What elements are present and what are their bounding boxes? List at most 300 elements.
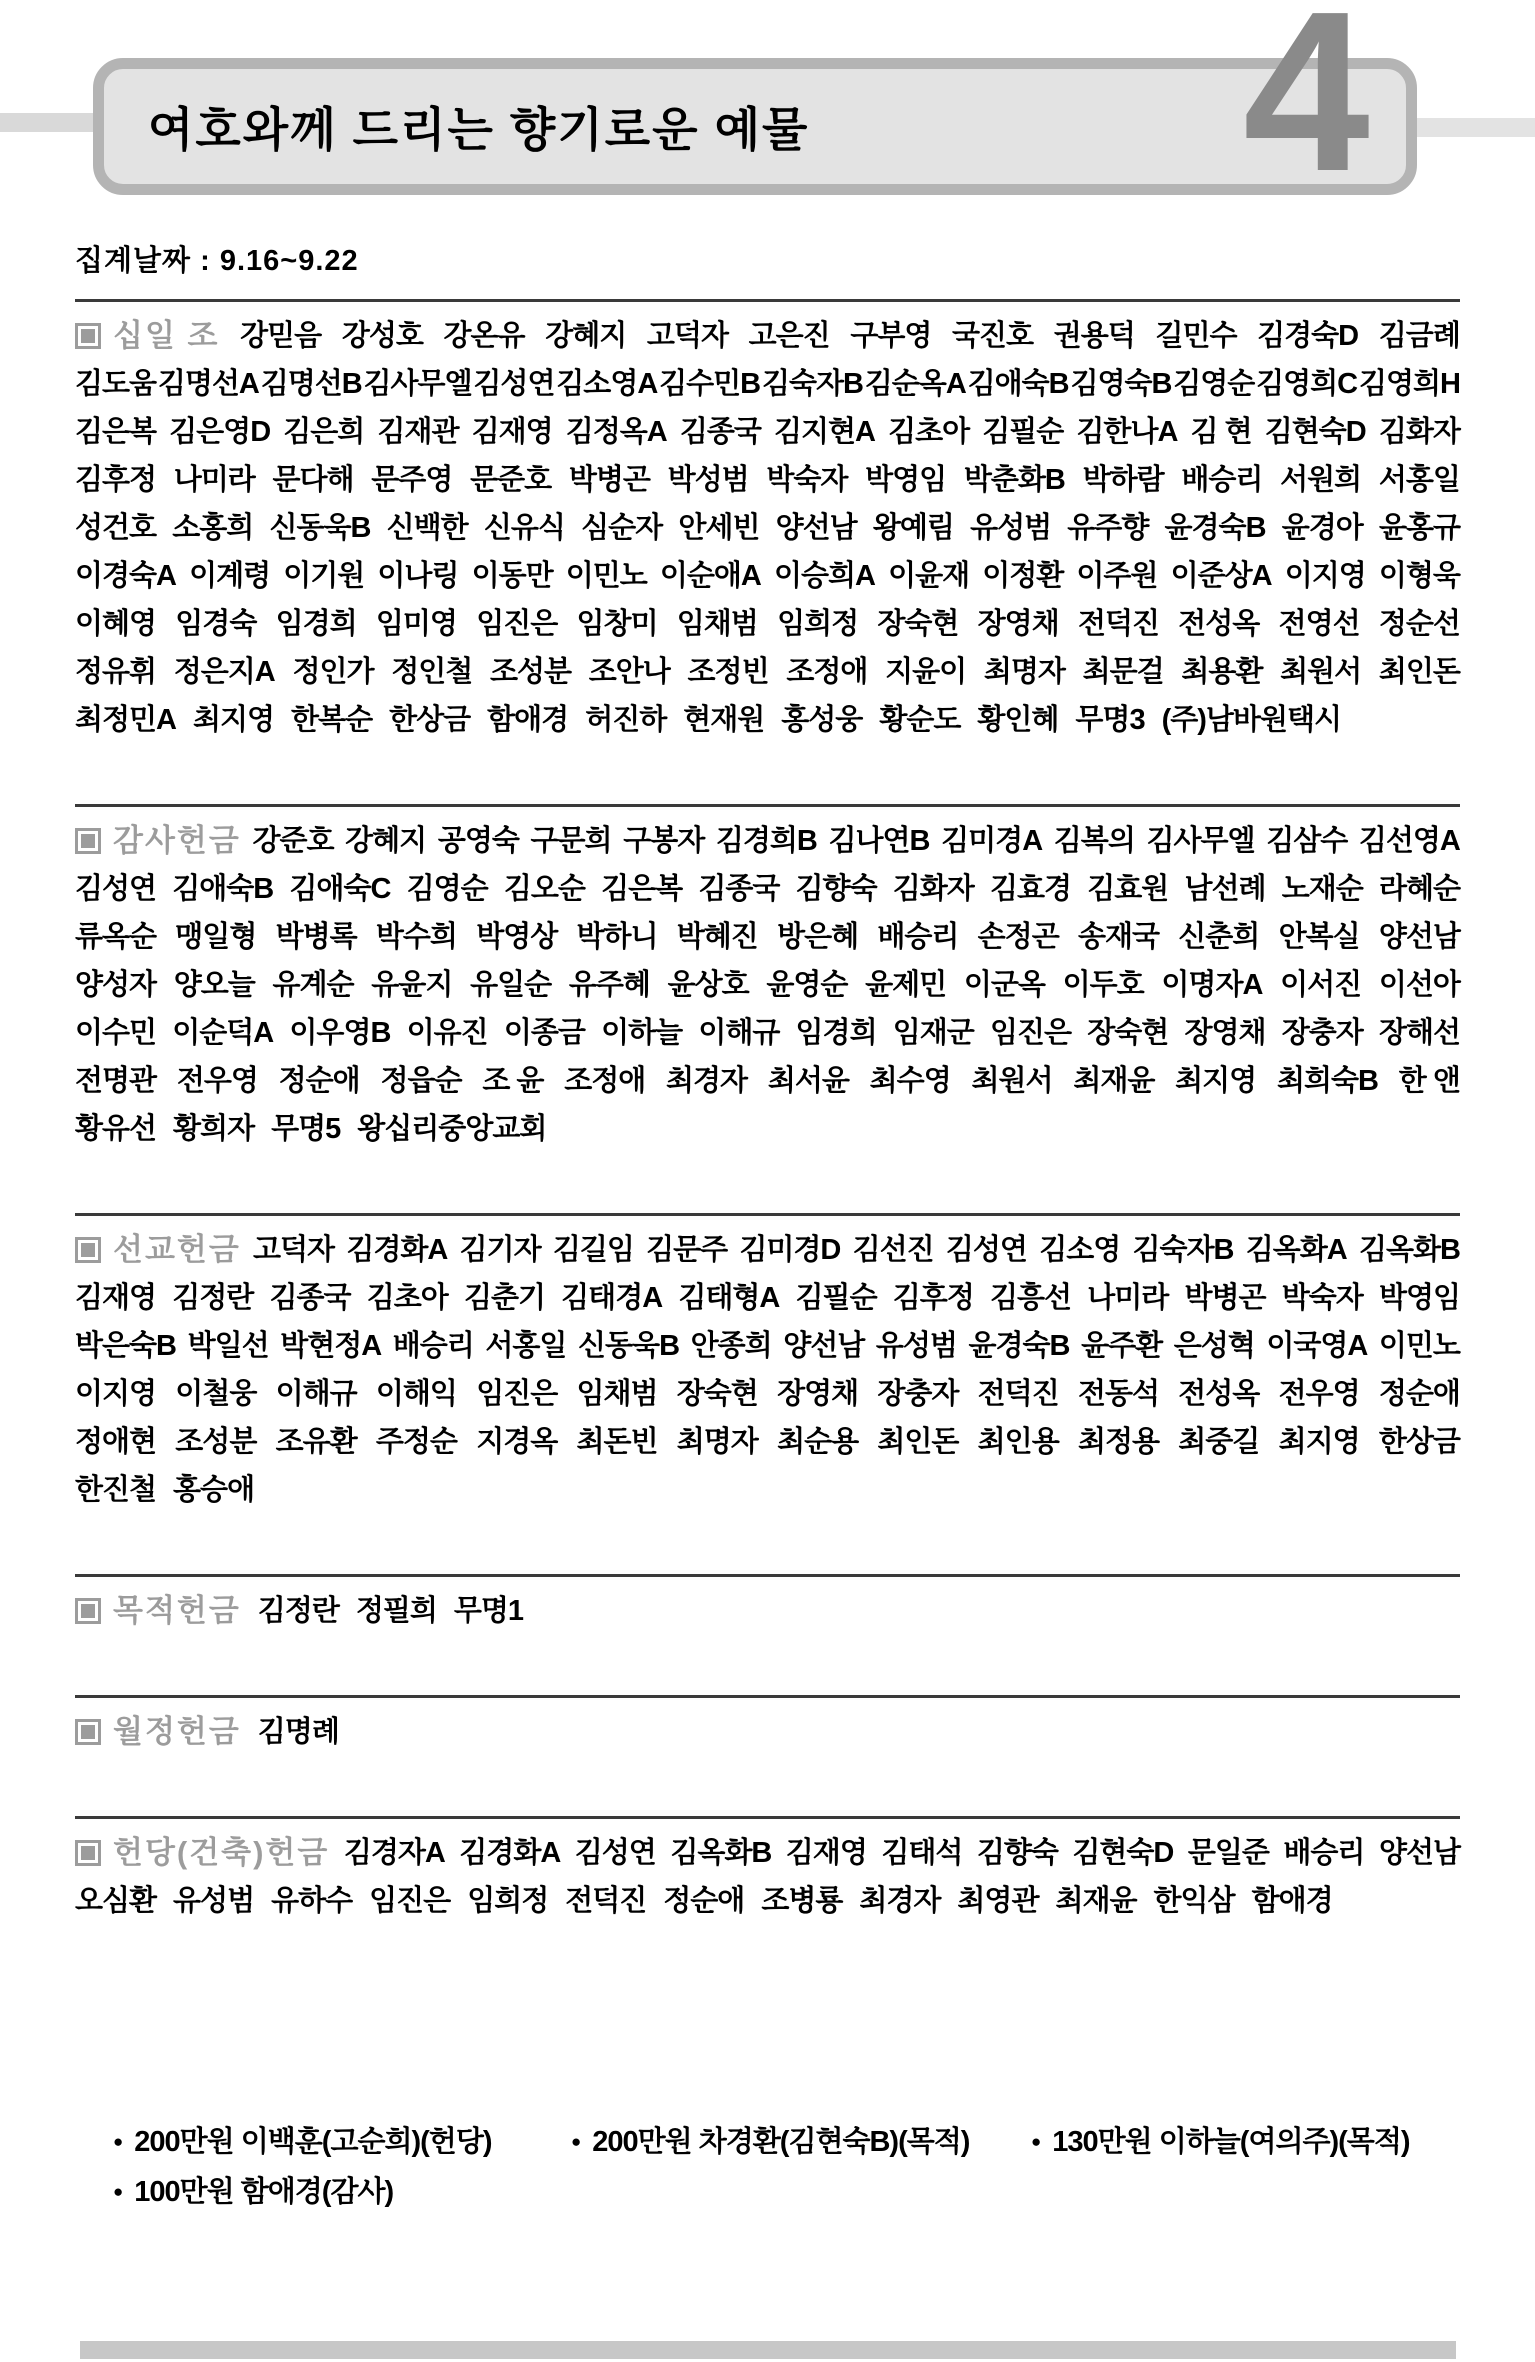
- donor-name: 강혜지: [345, 825, 427, 857]
- donor-name: 최돈빈: [576, 1426, 658, 1458]
- donor-name: 이군옥: [963, 969, 1045, 1001]
- donor-name: 구문희: [530, 825, 612, 857]
- section-divider: [75, 1574, 1460, 1577]
- donor-name: 최경자: [666, 1065, 748, 1097]
- donor-name: 이나링: [377, 560, 459, 592]
- bottom-decor-bar: [80, 2341, 1456, 2359]
- donor-name: 김금례: [1378, 320, 1460, 352]
- donor-name: 김태석: [881, 1837, 963, 1869]
- section-label-text: 선교헌금: [113, 1232, 241, 1267]
- donor-name: 신춘희: [1178, 921, 1260, 953]
- donor-name: 정애현: [75, 1426, 157, 1458]
- page-title: 여호와께 드리는 향기로운 예물: [148, 103, 810, 156]
- donor-name: 장해선: [1378, 1017, 1460, 1049]
- donor-name: 유주향: [1067, 512, 1149, 544]
- donor-name: 허진하: [585, 704, 667, 736]
- note-text: 100만원 함애경(감사): [134, 2176, 394, 2208]
- section-label-purpose-offering: [75, 1587, 241, 1635]
- donor-name: 박숙자: [1281, 1282, 1363, 1314]
- donor-name: 전덕진: [977, 1378, 1059, 1410]
- donor-name: 문준호: [470, 464, 552, 496]
- donor-name: 최서윤: [767, 1065, 849, 1097]
- donor-name: 전영선: [1278, 608, 1360, 640]
- donor-name: 김성연: [574, 1837, 656, 1869]
- donor-name: 최정민A: [75, 704, 176, 736]
- donor-name: 양선남: [775, 512, 857, 544]
- square-bullet-icon: [75, 323, 101, 349]
- donor-name: 이승희A: [774, 560, 875, 592]
- donor-name: 장영채: [777, 1378, 859, 1410]
- donor-name: 김나연B: [828, 825, 930, 857]
- donor-name: 이국영A: [1266, 1330, 1368, 1362]
- donor-name: 강혜지: [545, 320, 627, 352]
- donor-name: 양오늘: [173, 969, 255, 1001]
- name-row: [75, 1274, 1460, 1322]
- donor-name: 양선남: [1378, 921, 1460, 953]
- donor-name: 서원희: [1280, 464, 1362, 496]
- name-row: [75, 1009, 1460, 1057]
- donor-name: 김화자: [892, 873, 974, 905]
- donor-name: 김종국: [269, 1282, 351, 1314]
- donor-name: 김경숙D: [1257, 320, 1359, 352]
- note-text: 130만원 이하늘(여의주)(목적): [1052, 2126, 1410, 2158]
- donor-name: 이경숙A: [75, 560, 176, 592]
- donor-name: 장충자: [1281, 1017, 1363, 1049]
- section-building-offering: [75, 1816, 1460, 1925]
- donor-name: 임재군: [892, 1017, 974, 1049]
- donor-name: 김향숙: [795, 873, 877, 905]
- donor-name: 김숙자B: [1132, 1234, 1234, 1266]
- donor-name: 조정애: [564, 1065, 646, 1097]
- donor-name: 김애숙B: [967, 368, 1069, 400]
- name-row: [75, 1226, 1460, 1274]
- donor-name: 최원서: [971, 1065, 1053, 1097]
- donor-name: 한 앤: [1398, 1065, 1460, 1097]
- donor-name: 윤경아: [1281, 512, 1363, 544]
- right-decor-bar: [1413, 118, 1535, 137]
- donor-name: 이동만: [471, 560, 553, 592]
- donor-name: 배승리: [877, 921, 959, 953]
- donor-name: 김사무엘: [1146, 825, 1255, 857]
- donor-name: 조정애: [786, 656, 868, 688]
- square-bullet-icon: [75, 1598, 101, 1624]
- donor-name: 김경화A: [346, 1234, 448, 1266]
- donor-name: 박하니: [576, 921, 658, 953]
- section-label-building-offering: [75, 1829, 329, 1877]
- donor-name: 이준상A: [1170, 560, 1272, 592]
- donor-name: 전성옥: [1178, 608, 1260, 640]
- donor-name: 신동욱B: [269, 512, 371, 544]
- section-divider: [75, 299, 1460, 302]
- donor-name: 공영숙: [437, 825, 519, 857]
- donor-name: 은성혁: [1173, 1330, 1255, 1362]
- donor-name: 전우영: [1278, 1378, 1360, 1410]
- donor-name: 이서진: [1280, 969, 1362, 1001]
- donor-name: 김영순: [406, 873, 488, 905]
- donor-name: 박병록: [275, 921, 357, 953]
- donor-name: 서홍일: [1378, 464, 1460, 496]
- donor-name: 손정곤: [977, 921, 1059, 953]
- donor-name: 황희자: [173, 1113, 255, 1145]
- donor-name: 이우영B: [289, 1017, 391, 1049]
- donor-name: 정순애: [663, 1885, 745, 1917]
- donor-name: 최지영: [1175, 1065, 1257, 1097]
- donor-name: 홍성웅: [781, 704, 863, 736]
- donor-name: 김미경D: [739, 1234, 841, 1266]
- donor-name: 윤영순: [766, 969, 848, 1001]
- donor-name: 이선아: [1378, 969, 1460, 1001]
- donor-name: 정유휘: [75, 656, 157, 688]
- donor-name: 최인용: [977, 1426, 1059, 1458]
- donor-name: 정읍순: [380, 1065, 462, 1097]
- donor-name: 이정환: [982, 560, 1064, 592]
- donor-name: 함애경: [487, 704, 569, 736]
- donor-name: 장영채: [1184, 1017, 1266, 1049]
- donor-name: 김초아: [366, 1282, 448, 1314]
- donor-name: 최문걸: [1082, 656, 1164, 688]
- donor-name: 전성옥: [1178, 1378, 1260, 1410]
- donor-name: 김문주: [646, 1234, 728, 1266]
- page-number: 4: [1243, 0, 1370, 219]
- donor-name: 김태경A: [561, 1282, 663, 1314]
- donor-name: 유윤지: [371, 969, 453, 1001]
- donor-name: 구부영: [850, 320, 932, 352]
- donor-name: 황인혜: [977, 704, 1059, 736]
- bullet-icon: ●: [571, 2132, 582, 2151]
- donor-name: 무명1: [453, 1595, 524, 1627]
- donor-name: 무명5: [271, 1113, 341, 1145]
- section-tithe: [75, 299, 1460, 744]
- name-row: [75, 696, 1460, 744]
- donor-name: 김 현: [1190, 416, 1252, 448]
- donor-name: 이민노: [1378, 1330, 1460, 1362]
- donor-name: 김영희C: [1256, 368, 1358, 400]
- section-divider: [75, 1695, 1460, 1698]
- special-offering-note: [113, 2170, 571, 2214]
- section-label-thanksgiving-offering: [75, 817, 241, 865]
- donor-name: 이유진: [406, 1017, 488, 1049]
- donor-name: 김소영: [1039, 1234, 1121, 1266]
- donor-name: 김옥화B: [670, 1837, 772, 1869]
- left-decor-bar: [0, 113, 95, 132]
- donor-name: 전우영: [176, 1065, 258, 1097]
- donor-name: 김명례: [257, 1716, 339, 1748]
- donor-name: 조정빈: [687, 656, 769, 688]
- donor-name: 김도움: [75, 368, 157, 400]
- donor-name: 고덕자: [646, 320, 728, 352]
- donor-name: 이계령: [189, 560, 271, 592]
- donor-name: 박숙자: [766, 464, 848, 496]
- offering-sections: [75, 299, 1460, 1925]
- section-label-mission-offering: [75, 1226, 241, 1274]
- donor-name: 김재영: [785, 1837, 867, 1869]
- donor-name: 김미경A: [941, 825, 1043, 857]
- section-label-text: 십일 조: [113, 318, 220, 353]
- donor-name: 박혜진: [676, 921, 758, 953]
- donor-name: 조 윤: [482, 1065, 544, 1097]
- donor-name: 왕예림: [872, 512, 954, 544]
- donor-name: 지윤이: [885, 656, 967, 688]
- donor-name: 조병룡: [761, 1885, 843, 1917]
- section-label-text: 헌당(건축)헌금: [113, 1835, 330, 1870]
- donor-name: 유하수: [271, 1885, 353, 1917]
- donor-name: 박은숙B: [75, 1330, 176, 1362]
- donor-name: 최원서: [1280, 656, 1362, 688]
- name-row: [75, 408, 1460, 456]
- donor-name: 문주영: [371, 464, 453, 496]
- donor-name: 박춘화B: [963, 464, 1065, 496]
- section-divider: [75, 1213, 1460, 1216]
- donor-name: 장충자: [877, 1378, 959, 1410]
- donor-name: 최희숙B: [1276, 1065, 1378, 1097]
- donor-name: 최정용: [1077, 1426, 1160, 1458]
- donor-name: 정필희: [355, 1595, 437, 1627]
- donor-name: 전명관: [75, 1065, 157, 1097]
- donor-name: 김종국: [679, 416, 761, 448]
- donor-name: 국진호: [952, 320, 1034, 352]
- donor-name: 최수영: [869, 1065, 951, 1097]
- donor-name: 윤제민: [865, 969, 947, 1001]
- donor-name: 임채범: [676, 608, 758, 640]
- donor-name: 안종희: [690, 1330, 772, 1362]
- donor-name: 박영임: [1378, 1282, 1460, 1314]
- donor-name: 황유선: [75, 1113, 157, 1145]
- donor-name: (주)남바원택시: [1161, 704, 1341, 736]
- donor-name: 박병곤: [1184, 1282, 1266, 1314]
- donor-name: 김은복: [601, 873, 683, 905]
- special-offering-note: [113, 2120, 571, 2164]
- square-bullet-icon: [75, 1237, 101, 1263]
- donor-name: 김현숙D: [1072, 1837, 1174, 1869]
- donor-name: 장영채: [977, 608, 1059, 640]
- donor-name: 한복순: [291, 704, 373, 736]
- name-row: [75, 913, 1460, 961]
- donor-name: 정인가: [292, 656, 374, 688]
- donor-name: 김성연: [945, 1234, 1027, 1266]
- donor-name: 이종금: [503, 1017, 585, 1049]
- donor-name: 김수민B: [659, 368, 761, 400]
- special-offering-note: [571, 2120, 1031, 2164]
- donor-name: 전덕진: [565, 1885, 647, 1917]
- donor-name: 이수민: [75, 1017, 157, 1049]
- section-thanksgiving-offering: [75, 804, 1460, 1153]
- donor-name: 김재영: [75, 1282, 157, 1314]
- donor-name: 강성호: [341, 320, 423, 352]
- donor-name: 김재관: [377, 416, 459, 448]
- donor-name: 임미영: [375, 608, 457, 640]
- donor-name: 최명자: [983, 656, 1065, 688]
- donor-name: 박수희: [375, 921, 457, 953]
- donor-name: 고은진: [748, 320, 830, 352]
- donor-name: 정순애: [1378, 1378, 1460, 1410]
- donor-name: 김효경: [990, 873, 1072, 905]
- donor-name: 방은혜: [777, 921, 859, 953]
- donor-name: 김한나A: [1076, 416, 1178, 448]
- donor-name: 김화자: [1378, 416, 1460, 448]
- donor-name: 최영관: [957, 1885, 1039, 1917]
- name-row: [75, 1877, 1460, 1925]
- donor-name: 강온유: [443, 320, 525, 352]
- donor-name: 류옥순: [75, 921, 157, 953]
- donor-name: 홍승애: [173, 1474, 255, 1506]
- donor-name: 이민노: [565, 560, 647, 592]
- donor-name: 김경자A: [343, 1837, 445, 1869]
- name-row: [75, 648, 1460, 696]
- donor-name: 김영희H: [1358, 368, 1460, 400]
- donor-name: 최중길: [1178, 1426, 1260, 1458]
- name-row: [75, 1829, 1460, 1877]
- donor-name: 배승리: [1181, 464, 1263, 496]
- donor-name: 김성연: [473, 368, 555, 400]
- donor-name: 조성분: [175, 1426, 257, 1458]
- donor-name: 김은영D: [169, 416, 271, 448]
- donor-name: 문일준: [1187, 1837, 1269, 1869]
- section-divider: [75, 804, 1460, 807]
- bullet-icon: ●: [113, 2132, 124, 2151]
- donor-name: 김명선A: [157, 368, 259, 400]
- donor-name: 이형욱: [1378, 560, 1460, 592]
- donor-name: 윤경숙B: [968, 1330, 1070, 1362]
- donor-name: 김흥선: [990, 1282, 1072, 1314]
- name-row: [75, 552, 1460, 600]
- donor-name: 조성분: [490, 656, 572, 688]
- name-row: [75, 1587, 1460, 1635]
- square-bullet-icon: [75, 1719, 101, 1745]
- donor-name: 김태형A: [678, 1282, 780, 1314]
- donor-name: 문다해: [272, 464, 354, 496]
- donor-name: 이명자A: [1161, 969, 1263, 1001]
- donor-name: 김은희: [283, 416, 365, 448]
- donor-name: 김명선B: [260, 368, 362, 400]
- donor-name: 길민수: [1155, 320, 1237, 352]
- donor-name: 김지현A: [774, 416, 875, 448]
- donor-name: 현재원: [683, 704, 765, 736]
- bullet-icon: ●: [113, 2182, 124, 2201]
- donor-name: 김필순: [795, 1282, 877, 1314]
- donor-name: 김효원: [1087, 873, 1169, 905]
- donor-name: 무명3: [1075, 704, 1145, 736]
- donor-name: 안세빈: [678, 512, 760, 544]
- name-row: [75, 1105, 1460, 1153]
- section-label-text: 월정헌금: [113, 1714, 241, 1749]
- donor-name: 조안나: [588, 656, 670, 688]
- donor-name: 왕십리중앙교회: [357, 1113, 547, 1145]
- section-divider: [75, 1816, 1460, 1819]
- section-label-monthly-offering: [75, 1708, 241, 1756]
- donor-name: 최인돈: [1378, 656, 1460, 688]
- donor-name: 나미라: [173, 464, 255, 496]
- donor-name: 이순덕A: [172, 1017, 274, 1049]
- donor-name: 임진은: [990, 1017, 1072, 1049]
- donor-name: 이하늘: [601, 1017, 683, 1049]
- name-row: [75, 1466, 1460, 1514]
- donor-name: 나미라: [1087, 1282, 1169, 1314]
- donor-name: 라혜순: [1378, 873, 1460, 905]
- donor-name: 임진은: [476, 608, 558, 640]
- donor-name: 김필순: [982, 416, 1064, 448]
- page-title-box: [93, 58, 1417, 195]
- name-row: [75, 456, 1460, 504]
- donor-name: 고덕자: [253, 1234, 335, 1266]
- section-label-tithe: [75, 312, 219, 360]
- donor-name: 정은지A: [173, 656, 275, 688]
- donor-name: 심순자: [581, 512, 663, 544]
- donor-name: 박영임: [865, 464, 947, 496]
- donor-name: 남선례: [1184, 873, 1266, 905]
- donor-name: 전덕진: [1077, 608, 1160, 640]
- donor-name: 신동욱B: [578, 1330, 680, 1362]
- donor-name: 성건호: [75, 512, 157, 544]
- donor-name: 이주원: [1076, 560, 1158, 592]
- donor-name: 김재영: [471, 416, 553, 448]
- name-row: [75, 1418, 1460, 1466]
- section-purpose-offering: [75, 1574, 1460, 1635]
- name-row: [75, 817, 1460, 865]
- donor-name: 김옥화B: [1358, 1234, 1460, 1266]
- name-row: [75, 1708, 1460, 1756]
- donor-name: 김은복: [75, 416, 157, 448]
- donor-name: 황순도: [879, 704, 961, 736]
- section-label-text: 목적헌금: [113, 1593, 241, 1628]
- donor-name: 박영상: [476, 921, 558, 953]
- donor-name: 박성범: [667, 464, 749, 496]
- donor-name: 구봉자: [623, 825, 705, 857]
- donor-name: 김기자: [459, 1234, 541, 1266]
- donor-name: 김후정: [75, 464, 157, 496]
- bullet-icon: ●: [1031, 2132, 1042, 2151]
- donor-name: 이두호: [1062, 969, 1144, 1001]
- note-text: 200만원 차경환(김현숙B)(목적): [592, 2126, 970, 2158]
- donor-name: 조유환: [275, 1426, 357, 1458]
- donor-name: 임희정: [467, 1885, 549, 1917]
- donor-name: 한진철: [75, 1474, 157, 1506]
- donor-name: 김경희B: [715, 825, 817, 857]
- square-bullet-icon: [75, 1840, 101, 1866]
- donor-name: 김애숙B: [172, 873, 274, 905]
- donor-name: 이해규: [275, 1378, 357, 1410]
- donor-name: 최재윤: [1073, 1065, 1155, 1097]
- donor-name: 최재윤: [1055, 1885, 1137, 1917]
- donor-name: 김춘기: [463, 1282, 545, 1314]
- special-offering-note: [1031, 2120, 1460, 2164]
- donor-name: 유계순: [272, 969, 354, 1001]
- donor-name: 신유식: [483, 512, 565, 544]
- donor-name: 김종국: [698, 873, 780, 905]
- donor-name: 임창미: [576, 608, 658, 640]
- donor-name: 권용덕: [1053, 320, 1135, 352]
- donor-name: 장숙현: [1087, 1017, 1169, 1049]
- donor-name: 정순애: [278, 1065, 360, 1097]
- donor-name: 임진은: [476, 1378, 558, 1410]
- section-monthly-offering: [75, 1695, 1460, 1756]
- donor-name: 김초아: [888, 416, 970, 448]
- donor-name: 김후정: [892, 1282, 974, 1314]
- donor-name: 김정란: [172, 1282, 254, 1314]
- donor-name: 배승리: [1283, 1837, 1365, 1869]
- donor-name: 이지영: [75, 1378, 157, 1410]
- donor-name: 이철웅: [175, 1378, 257, 1410]
- donor-name: 김선영A: [1358, 825, 1460, 857]
- donor-name: 김경화A: [459, 1837, 561, 1869]
- donor-name: 김영순: [1173, 368, 1255, 400]
- donor-name: 유일순: [470, 969, 552, 1001]
- donor-name: 최용환: [1181, 656, 1263, 688]
- donor-name: 윤상호: [667, 969, 749, 1001]
- donor-name: 임경희: [275, 608, 357, 640]
- donor-name: 김애숙C: [289, 873, 391, 905]
- donor-name: 박병곤: [568, 464, 650, 496]
- donor-name: 이순애A: [659, 560, 761, 592]
